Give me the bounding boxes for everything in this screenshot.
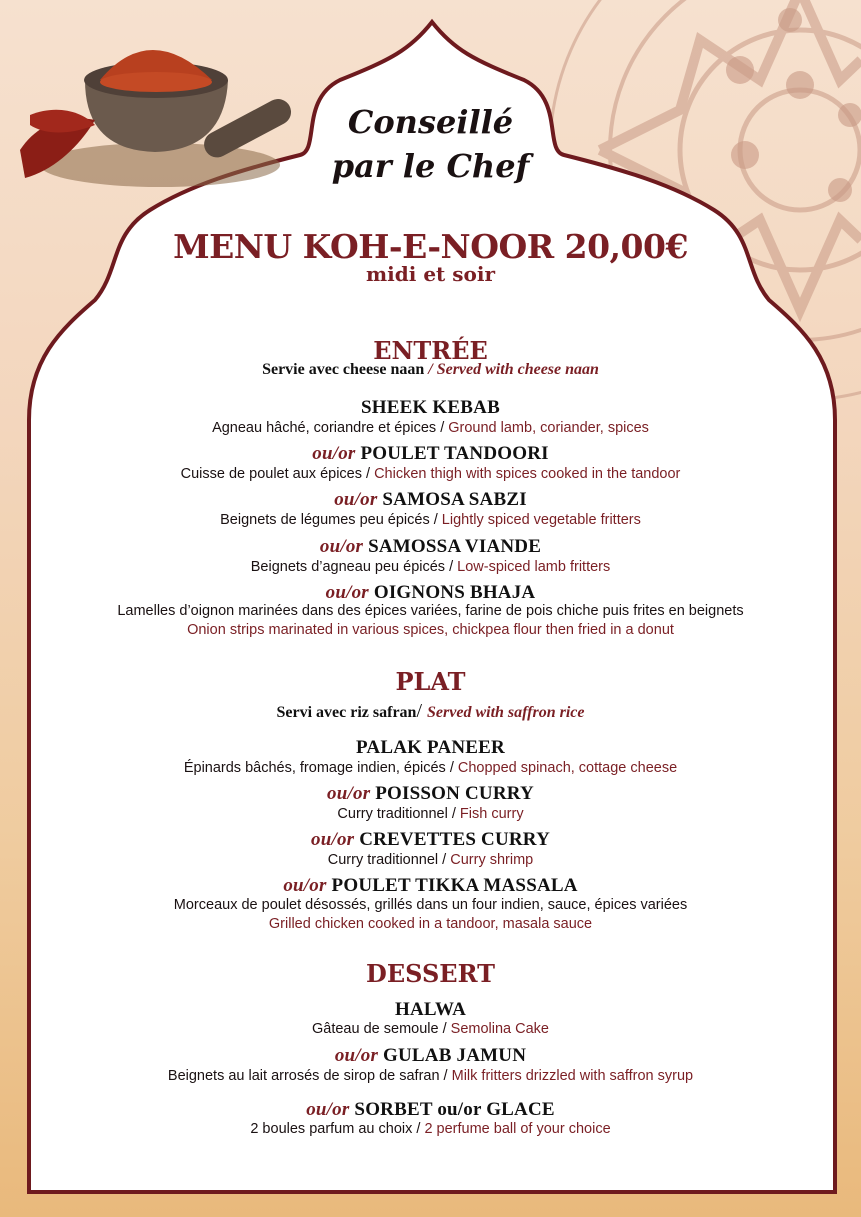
section-title-dessert: DESSERT: [366, 959, 495, 988]
dish-title: POISSON CURRY: [375, 783, 534, 804]
or-label: ou/or: [283, 875, 332, 896]
dish-description: [0, 760, 861, 776]
or-label: ou/or: [319, 536, 369, 557]
desc-fr: Curry traditionnel /: [337, 806, 460, 822]
or-label: ou/or: [311, 829, 360, 850]
served-fr: Servi avec riz safran: [276, 704, 417, 721]
dish-title: CREVETTES CURRY: [359, 829, 550, 850]
desc-en: Milk fritters drizzled with saffron syrup: [451, 1068, 694, 1084]
desc-fr: Cuisse de poulet aux épices /: [180, 466, 375, 482]
served-sep: /: [416, 700, 428, 722]
dish-name: [0, 783, 861, 805]
or-label: ou/or: [334, 1045, 384, 1066]
dish-name: [0, 1045, 861, 1067]
desc-en: Chopped spinach, cottage cheese: [457, 760, 678, 776]
dish-name: [0, 1099, 861, 1121]
dish-description: [0, 806, 861, 822]
or-label: ou/or: [312, 443, 361, 464]
desc-en: Fish curry: [459, 806, 524, 822]
chef-line-1: Conseillé: [347, 103, 514, 141]
plat-served-with: [0, 700, 861, 723]
dish-description: [0, 1068, 861, 1084]
served-sep: /: [424, 361, 437, 378]
desc-fr: Curry traditionnel /: [327, 852, 451, 868]
desc-fr: Beignets d’agneau peu épicés /: [250, 559, 458, 575]
desc-en: Ground lamb, coriander, spices: [448, 420, 649, 436]
dish-name: [0, 875, 861, 897]
dish-name: [0, 737, 861, 759]
chef-line-2: par le Chef: [331, 147, 530, 185]
desc-fr: Épinards bâchés, fromage indien, épicés /: [183, 760, 458, 776]
dish-name: [0, 443, 861, 465]
dish-title: OIGNONS BHAJA: [373, 582, 536, 603]
dish-name: [0, 489, 861, 511]
desc-en: Chicken thigh with spices cooked in the tandoor: [374, 466, 681, 482]
dish-name: [0, 582, 861, 604]
desc-fr: Beignets de légumes peu épicés /: [220, 512, 442, 528]
desc-en: Low-spiced lamb fritters: [457, 559, 611, 575]
dish-description: Lamelles d’oignon marinées dans des épices variées, farine de pois chiche puis frites en beignets: [117, 603, 744, 619]
dish-description: [0, 512, 861, 528]
dish-description: [0, 1121, 861, 1137]
dish-name: [0, 829, 861, 851]
desc-en: Semolina Cake: [450, 1021, 549, 1037]
menu-title: MENU KOH-E-NOOR 20,00€: [173, 227, 688, 266]
dish-description: [0, 1021, 861, 1037]
desc-fr: Agneau hâché, coriandre et épices /: [212, 420, 449, 436]
dish-title: HALWA: [394, 999, 467, 1020]
dish-name: [0, 397, 861, 419]
dish-title: SORBET ou/or GLACE: [354, 1099, 555, 1120]
chef-recommendation: [0, 100, 861, 188]
dish-name: [0, 536, 861, 558]
dish-title: SAMOSA SABZI: [382, 489, 527, 510]
served-en: Served with cheese naan: [436, 361, 599, 378]
dish-description: [0, 852, 861, 868]
dish-description: [0, 466, 861, 482]
dish-description-en: Onion strips marinated in various spices, chickpea flour then fried in a donut: [187, 622, 674, 638]
dish-description: [0, 559, 861, 575]
dish-title: SAMOSSA VIANDE: [368, 536, 542, 557]
dish-name: [0, 999, 861, 1021]
dish-title: POULET TIKKA MASSALA: [331, 875, 578, 896]
dish-description-en: Grilled chicken cooked in a tandoor, masala sauce: [268, 916, 593, 932]
desc-fr: Beignets au lait arrosés de sirop de safran /: [167, 1068, 452, 1084]
desc-en: 2 perfume ball of your choice: [424, 1121, 611, 1137]
desc-en: Curry shrimp: [450, 852, 534, 868]
or-label: ou/or: [334, 489, 383, 510]
section-title-plat: PLAT: [395, 667, 466, 696]
or-label: ou/or: [327, 783, 376, 804]
dish-title: PALAK PANEER: [356, 737, 505, 758]
desc-fr: 2 boules parfum au choix /: [250, 1121, 425, 1137]
or-label: ou/or: [325, 582, 374, 603]
section-title-entree: ENTRÉE: [373, 336, 488, 365]
menu-subtitle: midi et soir: [366, 262, 495, 286]
desc-en: Lightly spiced vegetable fritters: [441, 512, 641, 528]
dish-title: POULET TANDOORI: [360, 443, 549, 464]
dish-description: Morceaux de poulet désossés, grillés dans un four indien, sauce, épices variées: [173, 897, 688, 913]
entree-served-with: [0, 361, 861, 379]
served-en: Served with saffron rice: [427, 704, 585, 721]
desc-fr: Gâteau de semoule /: [312, 1021, 451, 1037]
dish-title: SHEEK KEBAB: [361, 397, 500, 418]
dish-title: GULAB JAMUN: [383, 1045, 527, 1066]
or-label: ou/or: [306, 1099, 355, 1120]
dish-description: [0, 420, 861, 436]
served-fr: Servie avec cheese naan: [262, 361, 425, 378]
